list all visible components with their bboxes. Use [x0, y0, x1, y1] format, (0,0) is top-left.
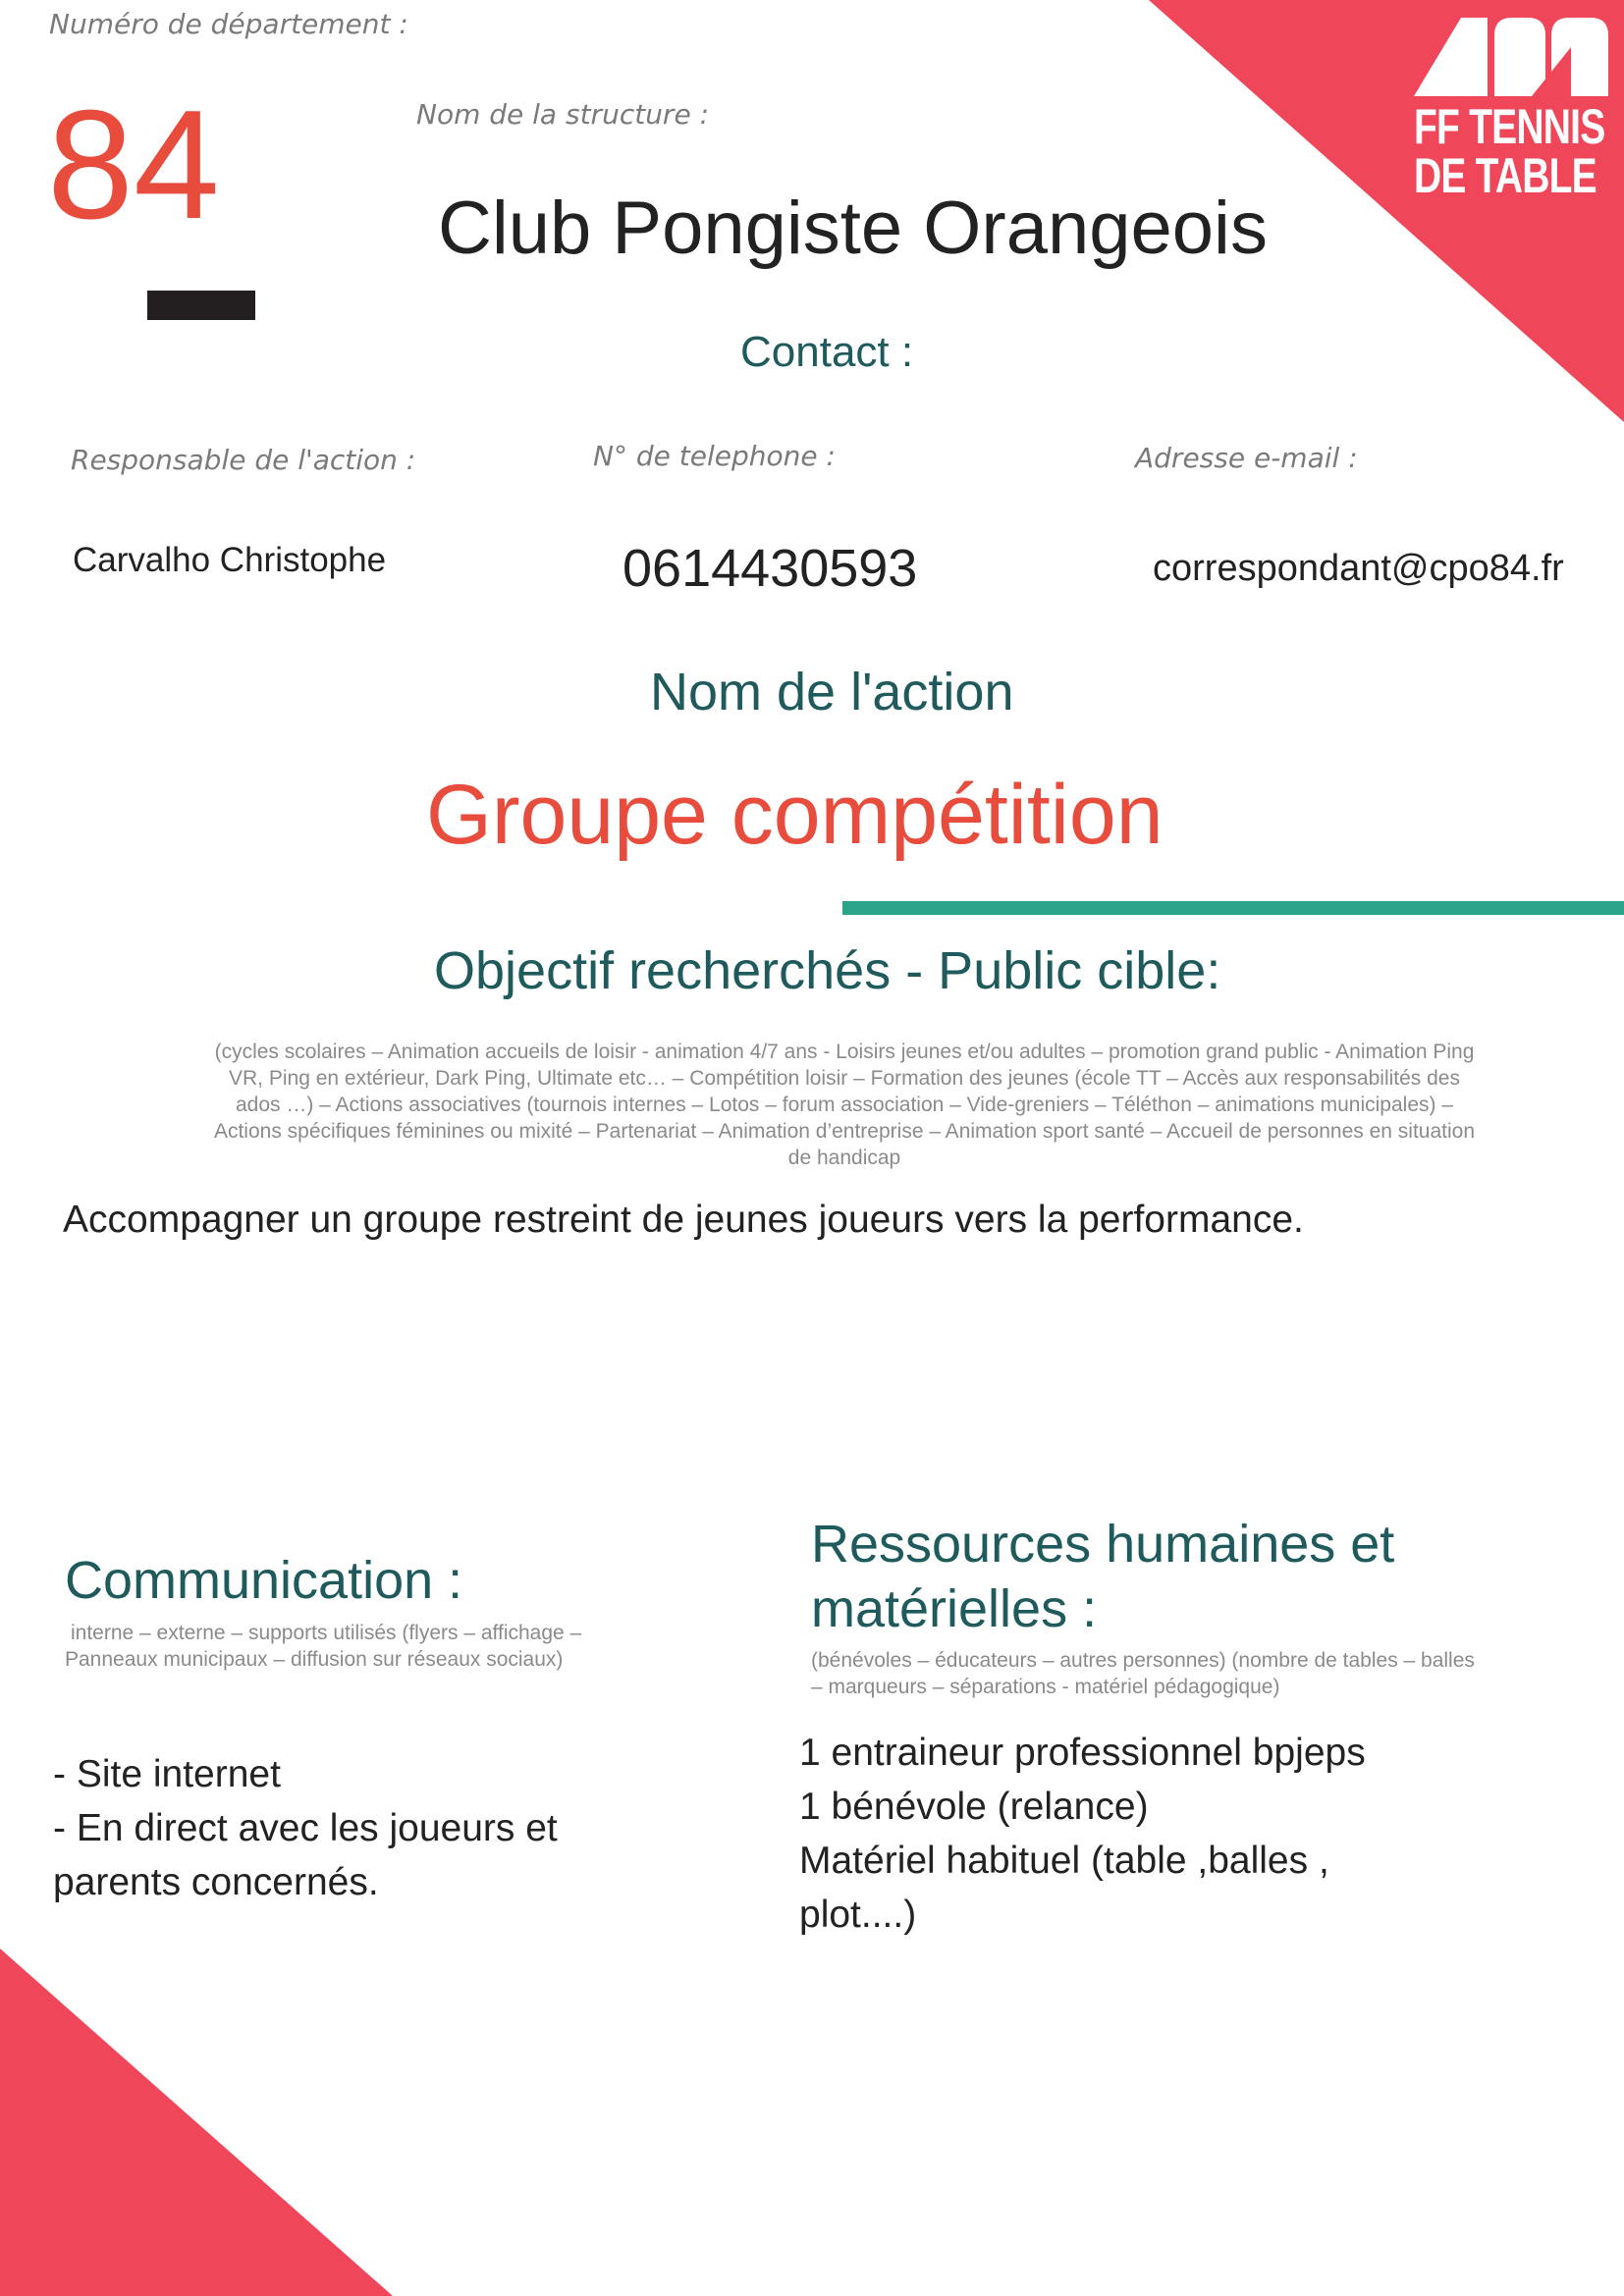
communication-title: Communication :	[65, 1551, 463, 1610]
accent-bar	[842, 901, 1624, 915]
dept-number: 84	[47, 79, 220, 251]
responsable-value: Carvalho Christophe	[73, 541, 387, 579]
phone-value: 0614430593	[623, 539, 918, 598]
ressources-value-line: 1 bénévole (relance)	[799, 1786, 1149, 1828]
objectif-title: Objectif recherchés - Public cible:	[434, 941, 1221, 1000]
structure-label: Nom de la structure :	[416, 98, 710, 131]
ressources-value-line: plot....)	[799, 1894, 917, 1936]
communication-hint-line: interne – externe – supports utilisés (flyers – affichage –	[71, 1622, 582, 1644]
communication-value-line: - Site internet	[53, 1753, 281, 1795]
action-name: Groupe compétition	[426, 768, 1164, 862]
fftt-logo-mark-icon	[1414, 18, 1610, 98]
fftt-logo	[1414, 18, 1610, 214]
dept-label: Numéro de département :	[49, 8, 408, 40]
corner-triangle-bottom-left	[0, 1949, 393, 2296]
objectif-hint-line: de handicap	[787, 1147, 901, 1169]
action-title: Nom de l'action	[650, 663, 1014, 721]
objectif-value: Accompagner un groupe restreint de jeunes joueurs vers la performance.	[63, 1199, 1304, 1241]
objectif-hint-line: ados …) – Actions associatives (tournois internes – Lotos – forum association – Vide-greniers – Téléthon – animations municipales) –	[235, 1094, 1454, 1116]
communication-value	[53, 1747, 558, 1909]
dept-underline	[147, 291, 255, 320]
ressources-hint-line: – marqueurs – séparations - matériel pédagogique)	[811, 1676, 1280, 1698]
ressources-title	[811, 1512, 1394, 1641]
ressources-hint	[811, 1647, 1475, 1700]
ressources-title-line: Ressources humaines et	[811, 1515, 1395, 1574]
objectif-hint-line: (cycles scolaires – Animation accueils de loisir - animation 4/7 ans - Loisirs jeunes et/ou adultes – promotion grand public - Animation Ping	[214, 1041, 1475, 1063]
responsable-label: Responsable de l'action :	[71, 444, 416, 476]
ressources-value-line: Matériel habituel (table ,balles ,	[799, 1840, 1329, 1882]
ressources-value-line: 1 entraineur professionnel bpjeps	[799, 1732, 1366, 1774]
contact-title: Contact :	[740, 328, 914, 376]
communication-hint	[65, 1620, 581, 1673]
ressources-value	[799, 1726, 1366, 1942]
email-label: Adresse e-mail :	[1135, 442, 1358, 474]
email-value: correspondant@cpo84.fr	[1153, 548, 1564, 589]
structure-name: Club Pongiste Orangeois	[438, 187, 1268, 270]
objectif-hint-line: Actions spécifiques féminines ou mixité – Partenariat – Animation d’entreprise – Animation sport santé – Accueil de personnes en situation	[213, 1120, 1476, 1143]
communication-value-line: parents concernés.	[53, 1861, 379, 1903]
phone-label: N° de telephone :	[593, 440, 836, 472]
fftt-logo-line2: DE TABLE	[1414, 148, 1597, 203]
objectif-hint	[137, 1039, 1551, 1171]
communication-hint-line: Panneaux municipaux – diffusion sur réseaux sociaux)	[65, 1648, 564, 1671]
ressources-hint-line: (bénévoles – éducateurs – autres personnes) (nombre de tables – balles	[811, 1649, 1475, 1672]
communication-value-line: - En direct avec les joueurs et	[53, 1807, 558, 1849]
fftt-logo-line1: FF TENNIS	[1414, 99, 1605, 154]
ressources-title-line: matérielles :	[811, 1579, 1098, 1638]
objectif-hint-line: VR, Ping en extérieur, Dark Ping, Ultimate etc… – Compétition loisir – Formation des jeunes (école TT – Accès aux responsabilités des	[229, 1067, 1460, 1090]
